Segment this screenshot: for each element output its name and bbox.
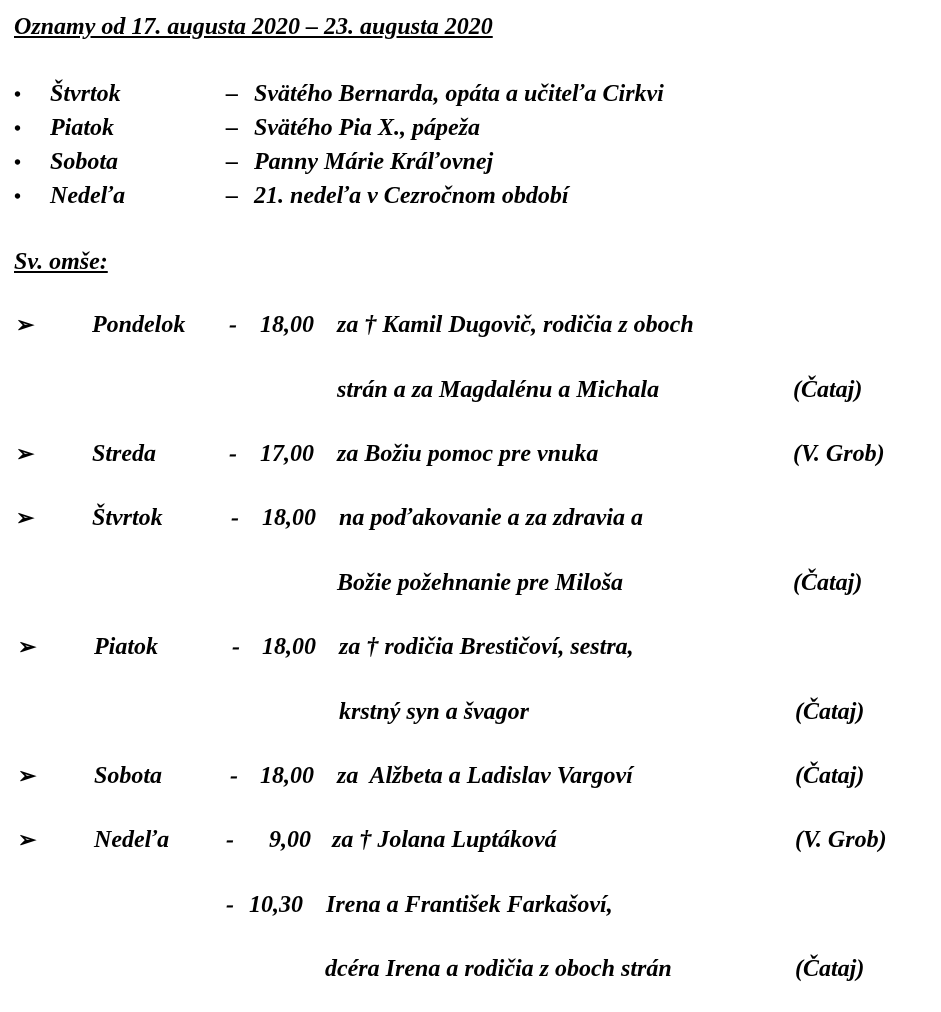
feast-dash: –: [226, 183, 238, 209]
feast-dash: –: [226, 149, 238, 175]
feast-day: Piatok: [50, 115, 114, 141]
mass-intention: Irena a František Farkašoví,: [326, 892, 613, 918]
mass-place: (Čataj): [795, 956, 865, 982]
mass-time: 9,00: [269, 827, 311, 853]
mass-place: (V. Grob): [795, 827, 887, 853]
mass-time: 18,00: [262, 505, 316, 531]
arrow-bullet-icon: ➢: [16, 441, 35, 466]
mass-dash: -: [229, 312, 237, 338]
mass-time: 17,00: [260, 441, 314, 467]
mass-dash: -: [230, 763, 238, 789]
mass-place: (V. Grob): [793, 441, 885, 467]
mass-intention: za Božiu pomoc pre vnuka: [337, 441, 599, 467]
arrow-bullet-icon: ➢: [18, 827, 37, 852]
mass-place: (Čataj): [793, 377, 863, 403]
mass-intention-cont: strán a za Magdalénu a Michala: [337, 377, 660, 403]
mass-intention-cont: dcéra Irena a rodičia z oboch strán: [325, 956, 672, 982]
feast-day: Sobota: [50, 149, 119, 175]
mass-intention: za † rodičia Brestičoví, sestra,: [339, 634, 634, 660]
arrow-bullet-icon: ➢: [16, 505, 35, 530]
mass-dash: -: [231, 505, 239, 531]
feast-text: Panny Márie Kráľovnej: [254, 149, 494, 175]
mass-day: Nedeľa: [94, 827, 170, 853]
mass-day: Streda: [92, 441, 157, 467]
mass-day: Pondelok: [92, 312, 186, 338]
mass-time: 18,00: [262, 634, 316, 660]
mass-intention: za † Jolana Luptáková: [332, 827, 557, 853]
bullet: •: [14, 152, 22, 174]
arrow-bullet-icon: ➢: [18, 634, 37, 659]
mass-dash: -: [226, 892, 234, 918]
bullet: •: [14, 186, 22, 208]
mass-day: Štvrtok: [92, 505, 163, 531]
mass-time: 18,00: [260, 312, 314, 338]
masses-heading: Sv. omše:: [14, 249, 108, 275]
mass-intention: za † Kamil Dugovič, rodičia z oboch: [337, 312, 694, 338]
mass-dash: -: [229, 441, 237, 467]
mass-place: (Čataj): [795, 699, 865, 725]
feast-dash: –: [226, 115, 238, 141]
bullet: •: [14, 118, 22, 140]
mass-day: Sobota: [94, 763, 163, 789]
bullet: •: [14, 84, 22, 106]
mass-intention-cont: Božie požehnanie pre Miloša: [337, 570, 624, 596]
feast-day: Štvrtok: [50, 81, 121, 107]
mass-place: (Čataj): [793, 570, 863, 596]
mass-time: 10,30: [249, 892, 303, 918]
mass-place: (Čataj): [795, 763, 865, 789]
feast-dash: –: [226, 81, 238, 107]
mass-day: Piatok: [94, 634, 158, 660]
mass-intention-cont: krstný syn a švagor: [339, 699, 530, 725]
mass-time: 18,00: [260, 763, 314, 789]
feast-day: Nedeľa: [50, 183, 126, 209]
page-title: Oznamy od 17. augusta 2020 – 23. augusta 2020: [14, 14, 493, 40]
mass-dash: -: [232, 634, 240, 660]
mass-dash: -: [226, 827, 234, 853]
mass-intention: na poďakovanie a za zdravia a: [339, 505, 643, 531]
feast-text: 21. nedeľa v Cezročnom období: [254, 183, 569, 209]
feast-text: Svätého Bernarda, opáta a učiteľa Cirkvi: [254, 81, 664, 107]
mass-intention: za Alžbeta a Ladislav Vargoví: [337, 763, 633, 789]
arrow-bullet-icon: ➢: [18, 763, 37, 788]
feast-text: Svätého Pia X., pápeža: [254, 115, 480, 141]
arrow-bullet-icon: ➢: [16, 312, 35, 337]
